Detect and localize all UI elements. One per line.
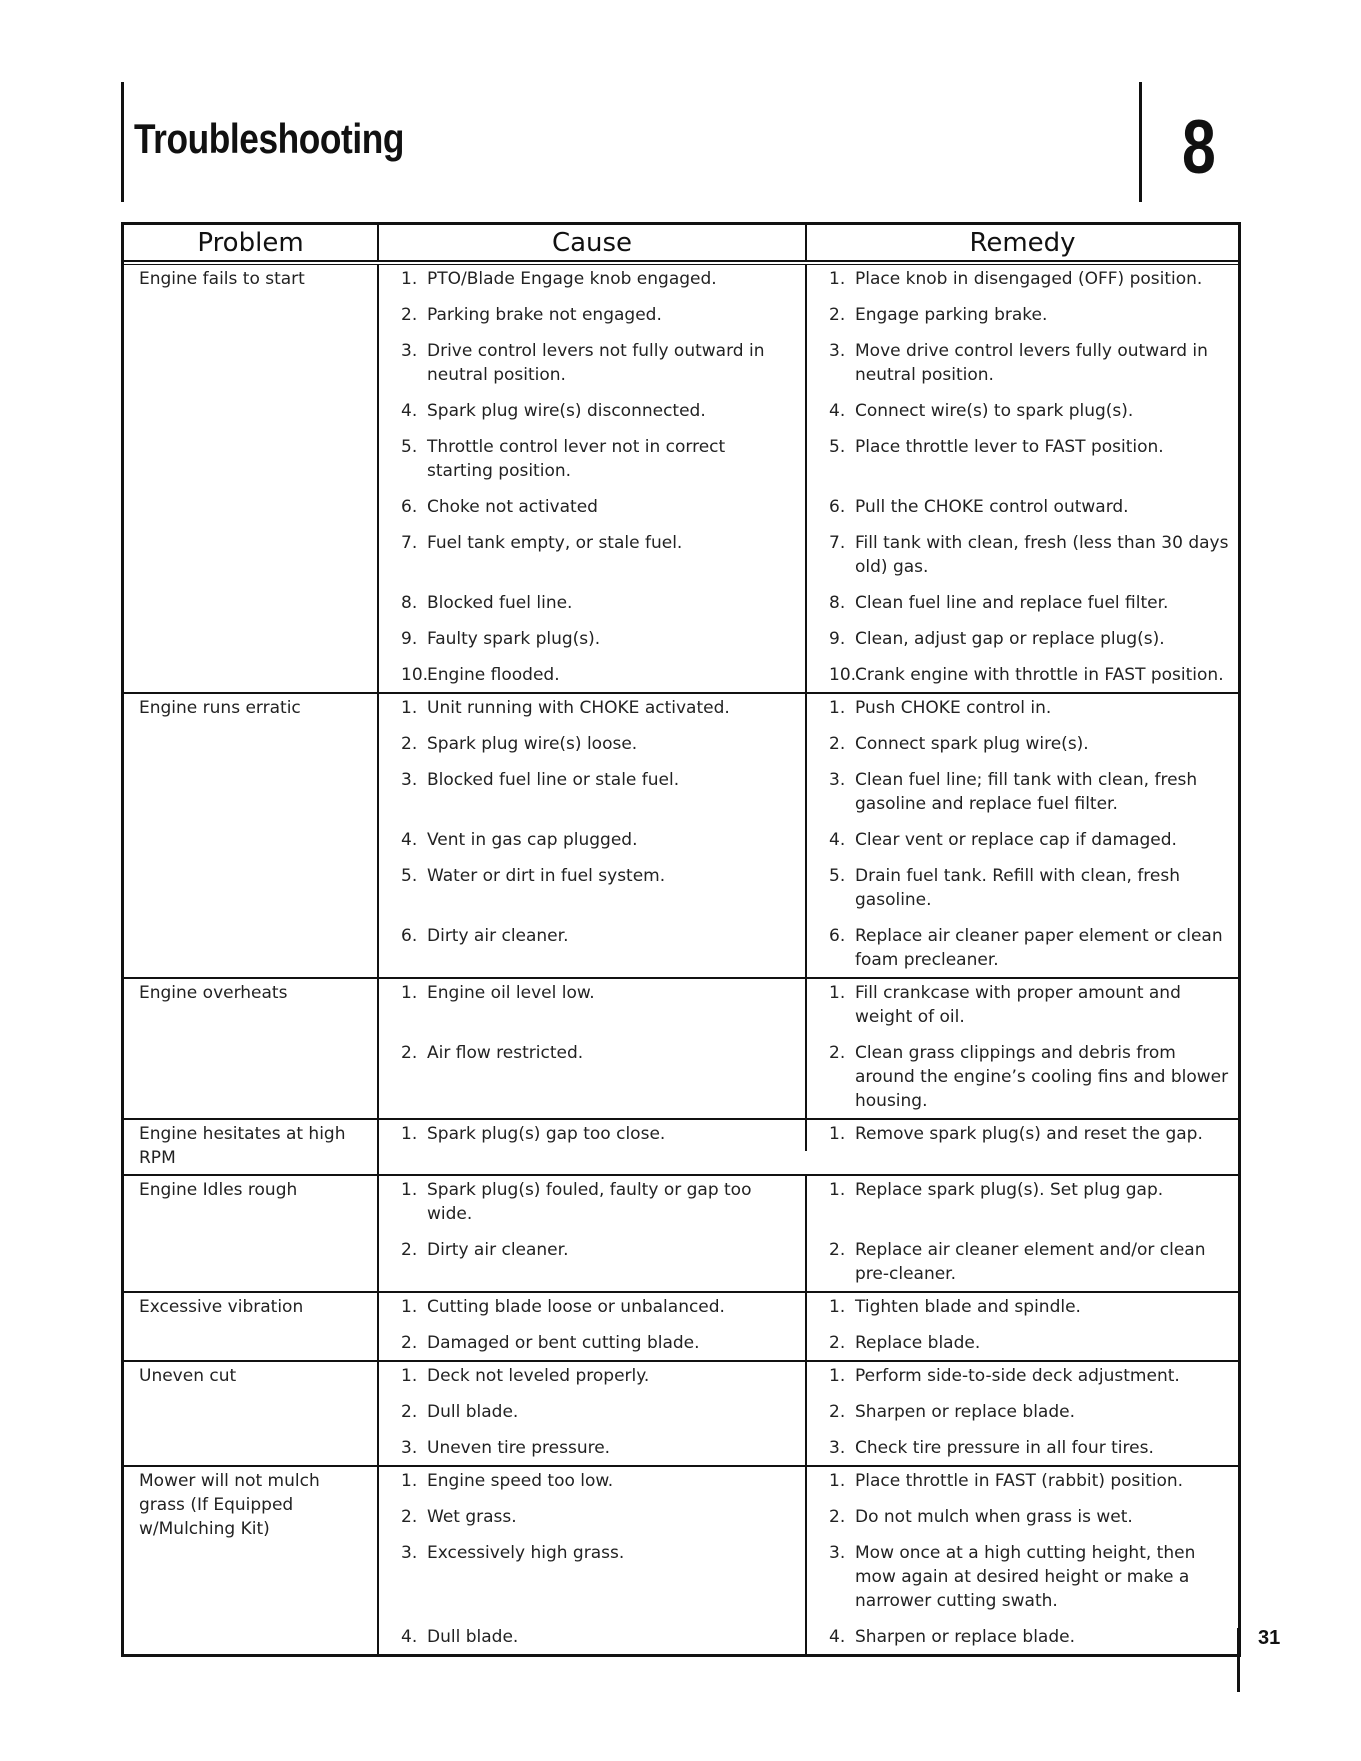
remedy-number: 8. — [829, 593, 846, 613]
cause-remedy-pair — [379, 584, 1238, 620]
cause-number: 2. — [401, 1402, 418, 1422]
cause-text: Unit running with CHOKE activated. — [427, 698, 730, 718]
remedy-text: Clear vent or replace cap if damaged. — [855, 830, 1177, 850]
cause-text: Faulty spark plug(s). — [427, 629, 601, 649]
remedy-text: Place throttle in FAST (rabbit) position. — [855, 1471, 1184, 1491]
remedy-number: 7. — [829, 533, 846, 553]
table-header — [121, 222, 1241, 260]
remedy-text: Clean, adjust gap or replace plug(s). — [855, 629, 1165, 649]
table-row — [124, 265, 1238, 692]
cause-text: Spark plug wire(s) disconnected. — [427, 401, 706, 421]
remedy-number: 4. — [829, 401, 846, 421]
cause-number: 3. — [401, 341, 418, 361]
cause-remedy-pair — [379, 1534, 1238, 1618]
cause-remedy-pair — [379, 392, 1238, 428]
cause-cell — [379, 1034, 807, 1118]
problem-cell: Engine Idles rough — [124, 1176, 379, 1291]
cause-text: Fuel tank empty, or stale fuel. — [427, 533, 683, 553]
cause-cell — [379, 1120, 807, 1151]
remedy-text: Clean fuel line and replace fuel filter. — [855, 593, 1169, 613]
remedy-number: 1. — [829, 983, 846, 1003]
remedy-text: Fill crankcase with proper amount and weight of oil. — [855, 983, 1181, 1027]
cause-number: 5. — [401, 437, 418, 457]
remedy-text: Do not mulch when grass is wet. — [855, 1507, 1133, 1527]
table-row — [124, 977, 1238, 1118]
remedy-text: Clean fuel line; fill tank with clean, fresh gasoline and replace fuel filter. — [855, 770, 1198, 814]
remedy-number: 3. — [829, 1438, 846, 1458]
remedy-text: Move drive control levers fully outward in neutral position. — [855, 341, 1208, 385]
remedy-text: Replace blade. — [855, 1333, 981, 1353]
remedy-number: 2. — [829, 305, 846, 325]
table-row — [124, 1291, 1238, 1360]
problem-cell: Mower will not mulch grass (If Equipped w/Mulching Kit) — [124, 1467, 379, 1654]
cause-number: 1. — [401, 983, 418, 1003]
cause-remedy-list — [379, 694, 1238, 977]
cause-text: Spark plug wire(s) loose. — [427, 734, 638, 754]
cause-number: 4. — [401, 401, 418, 421]
cause-remedy-pair — [379, 1176, 1238, 1231]
cause-cell — [379, 1393, 807, 1429]
header-rule-left — [121, 82, 124, 202]
problem-cell: Excessive vibration — [124, 1293, 379, 1360]
remedy-text: Pull the CHOKE control outward. — [855, 497, 1129, 517]
remedy-text: Replace air cleaner paper element or clean foam precleaner. — [855, 926, 1223, 970]
remedy-cell — [807, 1498, 1238, 1534]
cause-number: 1. — [401, 698, 418, 718]
remedy-text: Fill tank with clean, fresh (less than 30 days old) gas. — [855, 533, 1229, 577]
remedy-cell — [807, 821, 1238, 857]
remedy-cell — [807, 1618, 1238, 1654]
cause-remedy-pair — [379, 1293, 1238, 1324]
remedy-text: Replace spark plug(s). Set plug gap. — [855, 1180, 1164, 1200]
cause-remedy-pair — [379, 1362, 1238, 1393]
cause-number: 3. — [401, 1543, 418, 1563]
remedy-text: Push CHOKE control in. — [855, 698, 1052, 718]
problem-cell: Engine runs erratic — [124, 694, 379, 977]
remedy-text: Place throttle lever to FAST position. — [855, 437, 1164, 457]
remedy-cell — [807, 584, 1238, 620]
remedy-number: 2. — [829, 1507, 846, 1527]
cause-text: PTO/Blade Engage knob engaged. — [427, 269, 717, 289]
cause-remedy-pair — [379, 620, 1238, 656]
remedy-cell — [807, 1293, 1238, 1324]
remedy-number: 3. — [829, 770, 846, 790]
problem-cell: Engine hesitates at high RPM — [124, 1120, 379, 1174]
cause-text: Choke not activated — [427, 497, 598, 517]
cause-text: Blocked fuel line or stale fuel. — [427, 770, 680, 790]
problem-cell: Engine fails to start — [124, 265, 379, 692]
cause-cell — [379, 725, 807, 761]
cause-text: Wet grass. — [427, 1507, 517, 1527]
remedy-cell — [807, 979, 1238, 1034]
cause-remedy-pair — [379, 656, 1238, 692]
header-rule-right — [1139, 82, 1142, 202]
cause-cell — [379, 1231, 807, 1291]
remedy-cell — [807, 1393, 1238, 1429]
remedy-cell — [807, 725, 1238, 761]
remedy-number: 1. — [829, 698, 846, 718]
page-number-rule — [1237, 1628, 1240, 1692]
remedy-cell — [807, 857, 1238, 917]
cause-number: 8. — [401, 593, 418, 613]
cause-remedy-pair — [379, 694, 1238, 725]
remedy-text: Mow once at a high cutting height, then mow again at desired height or make a narrower cutting swath. — [855, 1543, 1196, 1611]
remedy-number: 6. — [829, 926, 846, 946]
header-cause: Cause — [379, 225, 807, 260]
cause-remedy-pair — [379, 488, 1238, 524]
cause-cell — [379, 917, 807, 977]
cause-remedy-pair — [379, 332, 1238, 392]
cause-number: 2. — [401, 305, 418, 325]
cause-cell — [379, 392, 807, 428]
cause-number: 1. — [401, 1366, 418, 1386]
cause-text: Dull blade. — [427, 1627, 519, 1647]
cause-cell — [379, 821, 807, 857]
cause-number: 4. — [401, 1627, 418, 1647]
table-row — [124, 1465, 1238, 1654]
remedy-text: Sharpen or replace blade. — [855, 1627, 1075, 1647]
remedy-number: 10. — [829, 665, 857, 685]
cause-remedy-pair — [379, 428, 1238, 488]
cause-cell — [379, 761, 807, 821]
cause-remedy-pair — [379, 979, 1238, 1034]
cause-number: 2. — [401, 1043, 418, 1063]
cause-cell — [379, 332, 807, 392]
remedy-text: Crank engine with throttle in FAST position. — [855, 665, 1224, 685]
remedy-cell — [807, 694, 1238, 725]
cause-cell — [379, 488, 807, 524]
remedy-cell — [807, 488, 1238, 524]
cause-number: 2. — [401, 1333, 418, 1353]
cause-remedy-list — [379, 265, 1238, 692]
cause-number: 1. — [401, 1297, 418, 1317]
cause-remedy-pair — [379, 725, 1238, 761]
remedy-text: Clean grass clippings and debris from around the engine’s cooling fins and blower housing. — [855, 1043, 1229, 1111]
cause-number: 10. — [401, 665, 429, 685]
cause-remedy-list — [379, 1293, 1238, 1360]
cause-number: 3. — [401, 1438, 418, 1458]
remedy-text: Engage parking brake. — [855, 305, 1048, 325]
remedy-text: Sharpen or replace blade. — [855, 1402, 1075, 1422]
remedy-text: Remove spark plug(s) and reset the gap. — [855, 1124, 1203, 1144]
remedy-cell — [807, 917, 1238, 977]
remedy-text: Connect spark plug wire(s). — [855, 734, 1089, 754]
cause-remedy-pair — [379, 1498, 1238, 1534]
cause-text: Spark plug(s) gap too close. — [427, 1124, 666, 1144]
cause-cell — [379, 524, 807, 584]
table-row — [124, 1118, 1238, 1174]
remedy-number: 2. — [829, 1240, 846, 1260]
remedy-cell — [807, 1534, 1238, 1618]
cause-cell — [379, 265, 807, 296]
cause-text: Drive control levers not fully outward in neutral position. — [427, 341, 765, 385]
cause-text: Parking brake not engaged. — [427, 305, 662, 325]
cause-number: 3. — [401, 770, 418, 790]
header-remedy: Remedy — [969, 227, 1076, 258]
remedy-number: 4. — [829, 1627, 846, 1647]
cause-number: 2. — [401, 1240, 418, 1260]
remedy-text: Drain fuel tank. Refill with clean, fresh gasoline. — [855, 866, 1181, 910]
remedy-number: 5. — [829, 866, 846, 886]
cause-cell — [379, 1429, 807, 1465]
remedy-number: 2. — [829, 1333, 846, 1353]
remedy-text: Place knob in disengaged (OFF) position. — [855, 269, 1203, 289]
cause-remedy-pair — [379, 1034, 1238, 1118]
cause-remedy-pair — [379, 1467, 1238, 1498]
table-row — [124, 1360, 1238, 1465]
remedy-cell — [807, 620, 1238, 656]
table-row — [124, 1174, 1238, 1291]
cause-cell — [379, 1324, 807, 1360]
cause-number: 2. — [401, 734, 418, 754]
remedy-number: 5. — [829, 437, 846, 457]
cause-text: Excessively high grass. — [427, 1543, 625, 1563]
cause-number: 7. — [401, 533, 418, 553]
remedy-cell — [807, 1467, 1238, 1498]
cause-cell — [379, 656, 807, 692]
remedy-cell — [807, 1176, 1238, 1231]
remedy-cell — [807, 761, 1238, 821]
remedy-cell — [807, 296, 1238, 332]
remedy-text: Tighten blade and spindle. — [855, 1297, 1081, 1317]
remedy-cell — [807, 1231, 1238, 1291]
chapter-number: 8 — [1182, 105, 1216, 190]
remedy-cell — [807, 265, 1238, 296]
remedy-number: 9. — [829, 629, 846, 649]
remedy-cell — [807, 524, 1238, 584]
cause-cell — [379, 1467, 807, 1498]
cause-number: 1. — [401, 1471, 418, 1491]
cause-text: Vent in gas cap plugged. — [427, 830, 638, 850]
cause-text: Deck not leveled properly. — [427, 1366, 650, 1386]
cause-remedy-pair — [379, 917, 1238, 977]
remedy-number: 1. — [829, 1366, 846, 1386]
cause-text: Dirty air cleaner. — [427, 926, 569, 946]
cause-text: Damaged or bent cutting blade. — [427, 1333, 700, 1353]
cause-number: 9. — [401, 629, 418, 649]
cause-text: Cutting blade loose or unbalanced. — [427, 1297, 725, 1317]
cause-text: Water or dirt in fuel system. — [427, 866, 666, 886]
remedy-number: 1. — [829, 1124, 846, 1144]
cause-number: 1. — [401, 269, 418, 289]
cause-cell — [379, 694, 807, 725]
cause-remedy-pair — [379, 265, 1238, 296]
cause-text: Blocked fuel line. — [427, 593, 573, 613]
cause-text: Engine flooded. — [427, 665, 560, 685]
cause-text: Spark plug(s) fouled, faulty or gap too wide. — [427, 1180, 752, 1224]
cause-text: Air flow restricted. — [427, 1043, 584, 1063]
cause-number: 5. — [401, 866, 418, 886]
remedy-cell — [807, 1034, 1238, 1118]
cause-cell — [379, 857, 807, 917]
cause-remedy-pair — [379, 857, 1238, 917]
cause-cell — [379, 979, 807, 1034]
cause-number: 6. — [401, 926, 418, 946]
table-row — [124, 692, 1238, 977]
problem-cell: Uneven cut — [124, 1362, 379, 1465]
cause-cell — [379, 428, 807, 488]
remedy-number: 3. — [829, 1543, 846, 1563]
remedy-cell — [807, 428, 1238, 488]
cause-number: 6. — [401, 497, 418, 517]
cause-text: Dirty air cleaner. — [427, 1240, 569, 1260]
remedy-number: 1. — [829, 1471, 846, 1491]
cause-remedy-pair — [379, 1393, 1238, 1429]
remedy-number: 1. — [829, 1297, 846, 1317]
cause-cell — [379, 1362, 807, 1393]
cause-remedy-pair — [379, 1231, 1238, 1291]
remedy-number: 1. — [829, 269, 846, 289]
table-body — [121, 265, 1241, 1657]
cause-remedy-list — [379, 1176, 1238, 1291]
cause-remedy-list — [379, 979, 1238, 1118]
remedy-number: 1. — [829, 1180, 846, 1200]
cause-cell — [379, 296, 807, 332]
cause-remedy-list — [379, 1362, 1238, 1465]
cause-cell — [379, 1498, 807, 1534]
remedy-cell — [807, 332, 1238, 392]
cause-remedy-pair — [379, 821, 1238, 857]
cause-remedy-pair — [379, 524, 1238, 584]
cause-remedy-pair — [379, 1429, 1238, 1465]
remedy-number: 2. — [829, 1402, 846, 1422]
cause-number: 2. — [401, 1507, 418, 1527]
cause-remedy-pair — [379, 1324, 1238, 1360]
cause-remedy-pair — [379, 1120, 1238, 1151]
page-title: Troubleshooting — [134, 115, 405, 162]
remedy-cell — [807, 1362, 1238, 1393]
cause-remedy-list — [379, 1467, 1238, 1654]
cause-cell — [379, 584, 807, 620]
remedy-cell — [807, 392, 1238, 428]
remedy-text: Perform side-to-side deck adjustment. — [855, 1366, 1180, 1386]
remedy-cell — [807, 1429, 1238, 1465]
remedy-cell — [807, 1120, 1238, 1151]
cause-cell — [379, 1293, 807, 1324]
remedy-cell — [807, 656, 1238, 692]
cause-cell — [379, 1176, 807, 1231]
cause-number: 1. — [401, 1124, 418, 1144]
remedy-cell — [807, 1324, 1238, 1360]
remedy-text: Check tire pressure in all four tires. — [855, 1438, 1154, 1458]
header-problem: Problem — [124, 225, 379, 260]
cause-text: Uneven tire pressure. — [427, 1438, 611, 1458]
remedy-text: Connect wire(s) to spark plug(s). — [855, 401, 1134, 421]
cause-remedy-pair — [379, 761, 1238, 821]
troubleshooting-table — [121, 222, 1241, 1657]
cause-text: Dull blade. — [427, 1402, 519, 1422]
remedy-number: 4. — [829, 830, 846, 850]
cause-text: Engine oil level low. — [427, 983, 595, 1003]
cause-cell — [379, 620, 807, 656]
page-number: 31 — [1258, 1627, 1281, 1649]
remedy-number: 2. — [829, 1043, 846, 1063]
problem-cell: Engine overheats — [124, 979, 379, 1118]
cause-number: 1. — [401, 1180, 418, 1200]
cause-text: Engine speed too low. — [427, 1471, 614, 1491]
cause-cell — [379, 1618, 807, 1654]
cause-remedy-pair — [379, 296, 1238, 332]
remedy-number: 6. — [829, 497, 846, 517]
cause-text: Throttle control lever not in correct starting position. — [427, 437, 726, 481]
remedy-text: Replace air cleaner element and/or clean pre-cleaner. — [855, 1240, 1206, 1284]
cause-cell — [379, 1534, 807, 1618]
remedy-number: 3. — [829, 341, 846, 361]
cause-number: 4. — [401, 830, 418, 850]
cause-remedy-list — [379, 1120, 1238, 1174]
remedy-number: 2. — [829, 734, 846, 754]
cause-remedy-pair — [379, 1618, 1238, 1654]
